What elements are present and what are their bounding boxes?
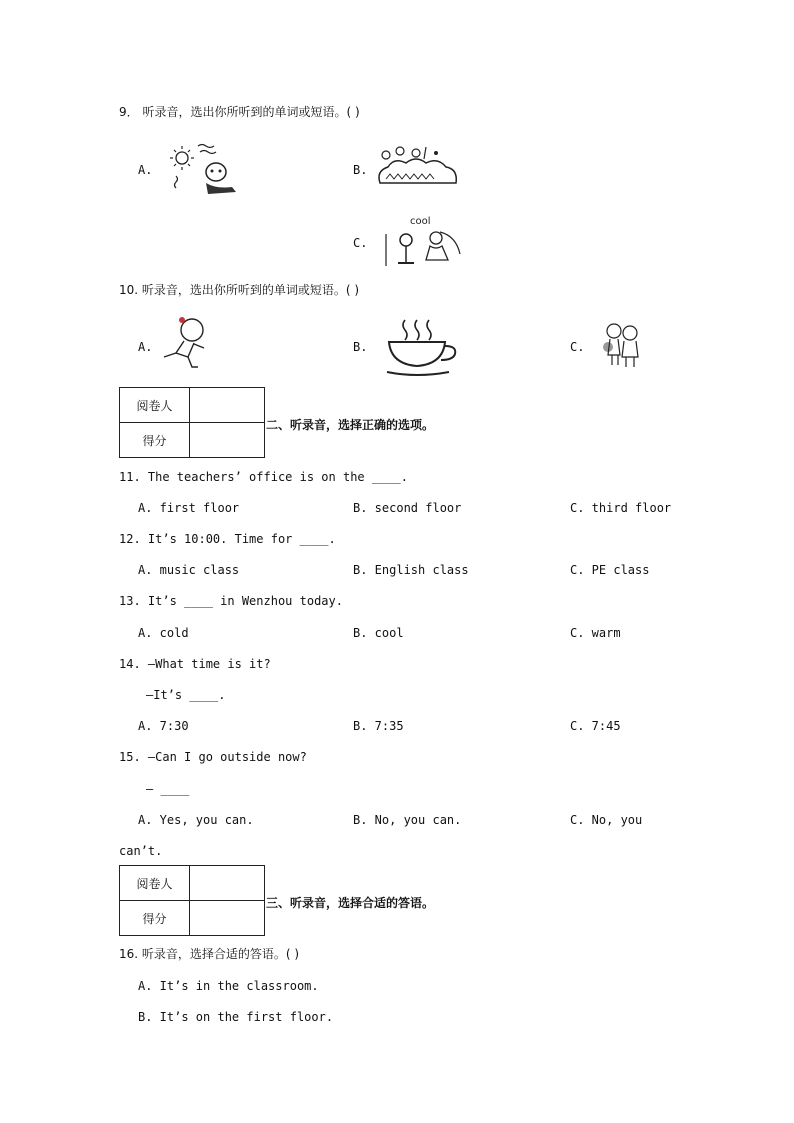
reviewer-label: 阅卷人 bbox=[120, 388, 190, 423]
q14-option-b[interactable]: B. 7:35 bbox=[353, 719, 404, 733]
q15-option-c[interactable]: C. No, you bbox=[570, 813, 643, 827]
q15-option-b[interactable]: B. No, you can. bbox=[353, 813, 462, 827]
score-label: 得分 bbox=[120, 423, 190, 458]
q9-option-a-label[interactable]: A. bbox=[138, 163, 153, 177]
q16-option-a[interactable]: A. It’s in the classroom. bbox=[138, 979, 319, 993]
q10-option-c-label[interactable]: C. bbox=[570, 340, 585, 354]
q13-option-a[interactable]: A. cold bbox=[138, 626, 189, 640]
q9-option-c-label[interactable]: C. bbox=[353, 236, 368, 250]
reviewer-field[interactable] bbox=[190, 388, 265, 423]
q9-stem: 9． 听录音，选出你所听到的单词或短语。( ) bbox=[119, 105, 360, 119]
q16-stem: 16. 听录音，选择合适的答语。( ) bbox=[119, 947, 300, 961]
score-field[interactable] bbox=[190, 423, 265, 458]
q12-stem: 12. It’s 10:00. Time for ____. bbox=[119, 532, 336, 546]
section2-title: 二、听录音，选择正确的选项。 bbox=[266, 418, 435, 432]
q12-option-b[interactable]: B. English class bbox=[353, 563, 469, 577]
q11-option-c[interactable]: C. third floor bbox=[570, 501, 672, 515]
q12-option-a[interactable]: A. music class bbox=[138, 563, 240, 577]
q11-option-b[interactable]: B. second floor bbox=[353, 501, 462, 515]
running-girl-icon bbox=[160, 312, 216, 374]
q15-line2: — ____ bbox=[146, 782, 190, 796]
score-table-2 bbox=[119, 865, 265, 936]
score-table-1 bbox=[119, 387, 265, 458]
q10-option-a-label[interactable]: A. bbox=[138, 340, 153, 354]
hot-cup-icon bbox=[383, 316, 463, 378]
q10-stem: 10. 听录音，选出你所听到的单词或短语。( ) bbox=[119, 283, 360, 297]
q10-option-b-label[interactable]: B. bbox=[353, 340, 368, 354]
q14-line2: —It’s ____. bbox=[146, 688, 226, 702]
q9-option-b-label[interactable]: B. bbox=[353, 163, 368, 177]
q16-option-b[interactable]: B. It’s on the first floor. bbox=[138, 1010, 334, 1024]
q12-option-c[interactable]: C. PE class bbox=[570, 563, 650, 577]
q15-option-c-wrap: can’t. bbox=[119, 844, 163, 858]
q13-option-b[interactable]: B. cool bbox=[353, 626, 404, 640]
q14-option-c[interactable]: C. 7:45 bbox=[570, 719, 621, 733]
q13-stem: 13. It’s ____ in Wenzhou today. bbox=[119, 594, 343, 608]
q14-stem: 14. —What time is it? bbox=[119, 657, 271, 671]
reviewer-label: 阅卷人 bbox=[120, 866, 190, 901]
q15-option-a[interactable]: A. Yes, you can. bbox=[138, 813, 254, 827]
q11-option-a[interactable]: A. first floor bbox=[138, 501, 240, 515]
q11-stem: 11. The teachers’ office is on the ____. bbox=[119, 470, 408, 484]
q13-option-c[interactable]: C. warm bbox=[570, 626, 621, 640]
sun-hot-person-icon bbox=[166, 138, 244, 198]
section3-title: 三、听录音，选择合适的答语。 bbox=[266, 896, 435, 910]
q15-stem: 15. —Can I go outside now? bbox=[119, 750, 307, 764]
fan-girl-icon bbox=[384, 212, 466, 268]
two-kids-icon bbox=[600, 321, 646, 369]
score-label: 得分 bbox=[120, 901, 190, 936]
score-field[interactable] bbox=[190, 901, 265, 936]
cool-word: cool bbox=[410, 216, 431, 227]
q14-option-a[interactable]: A. 7:30 bbox=[138, 719, 189, 733]
reviewer-field[interactable] bbox=[190, 866, 265, 901]
bushes-flowers-icon bbox=[376, 143, 462, 189]
